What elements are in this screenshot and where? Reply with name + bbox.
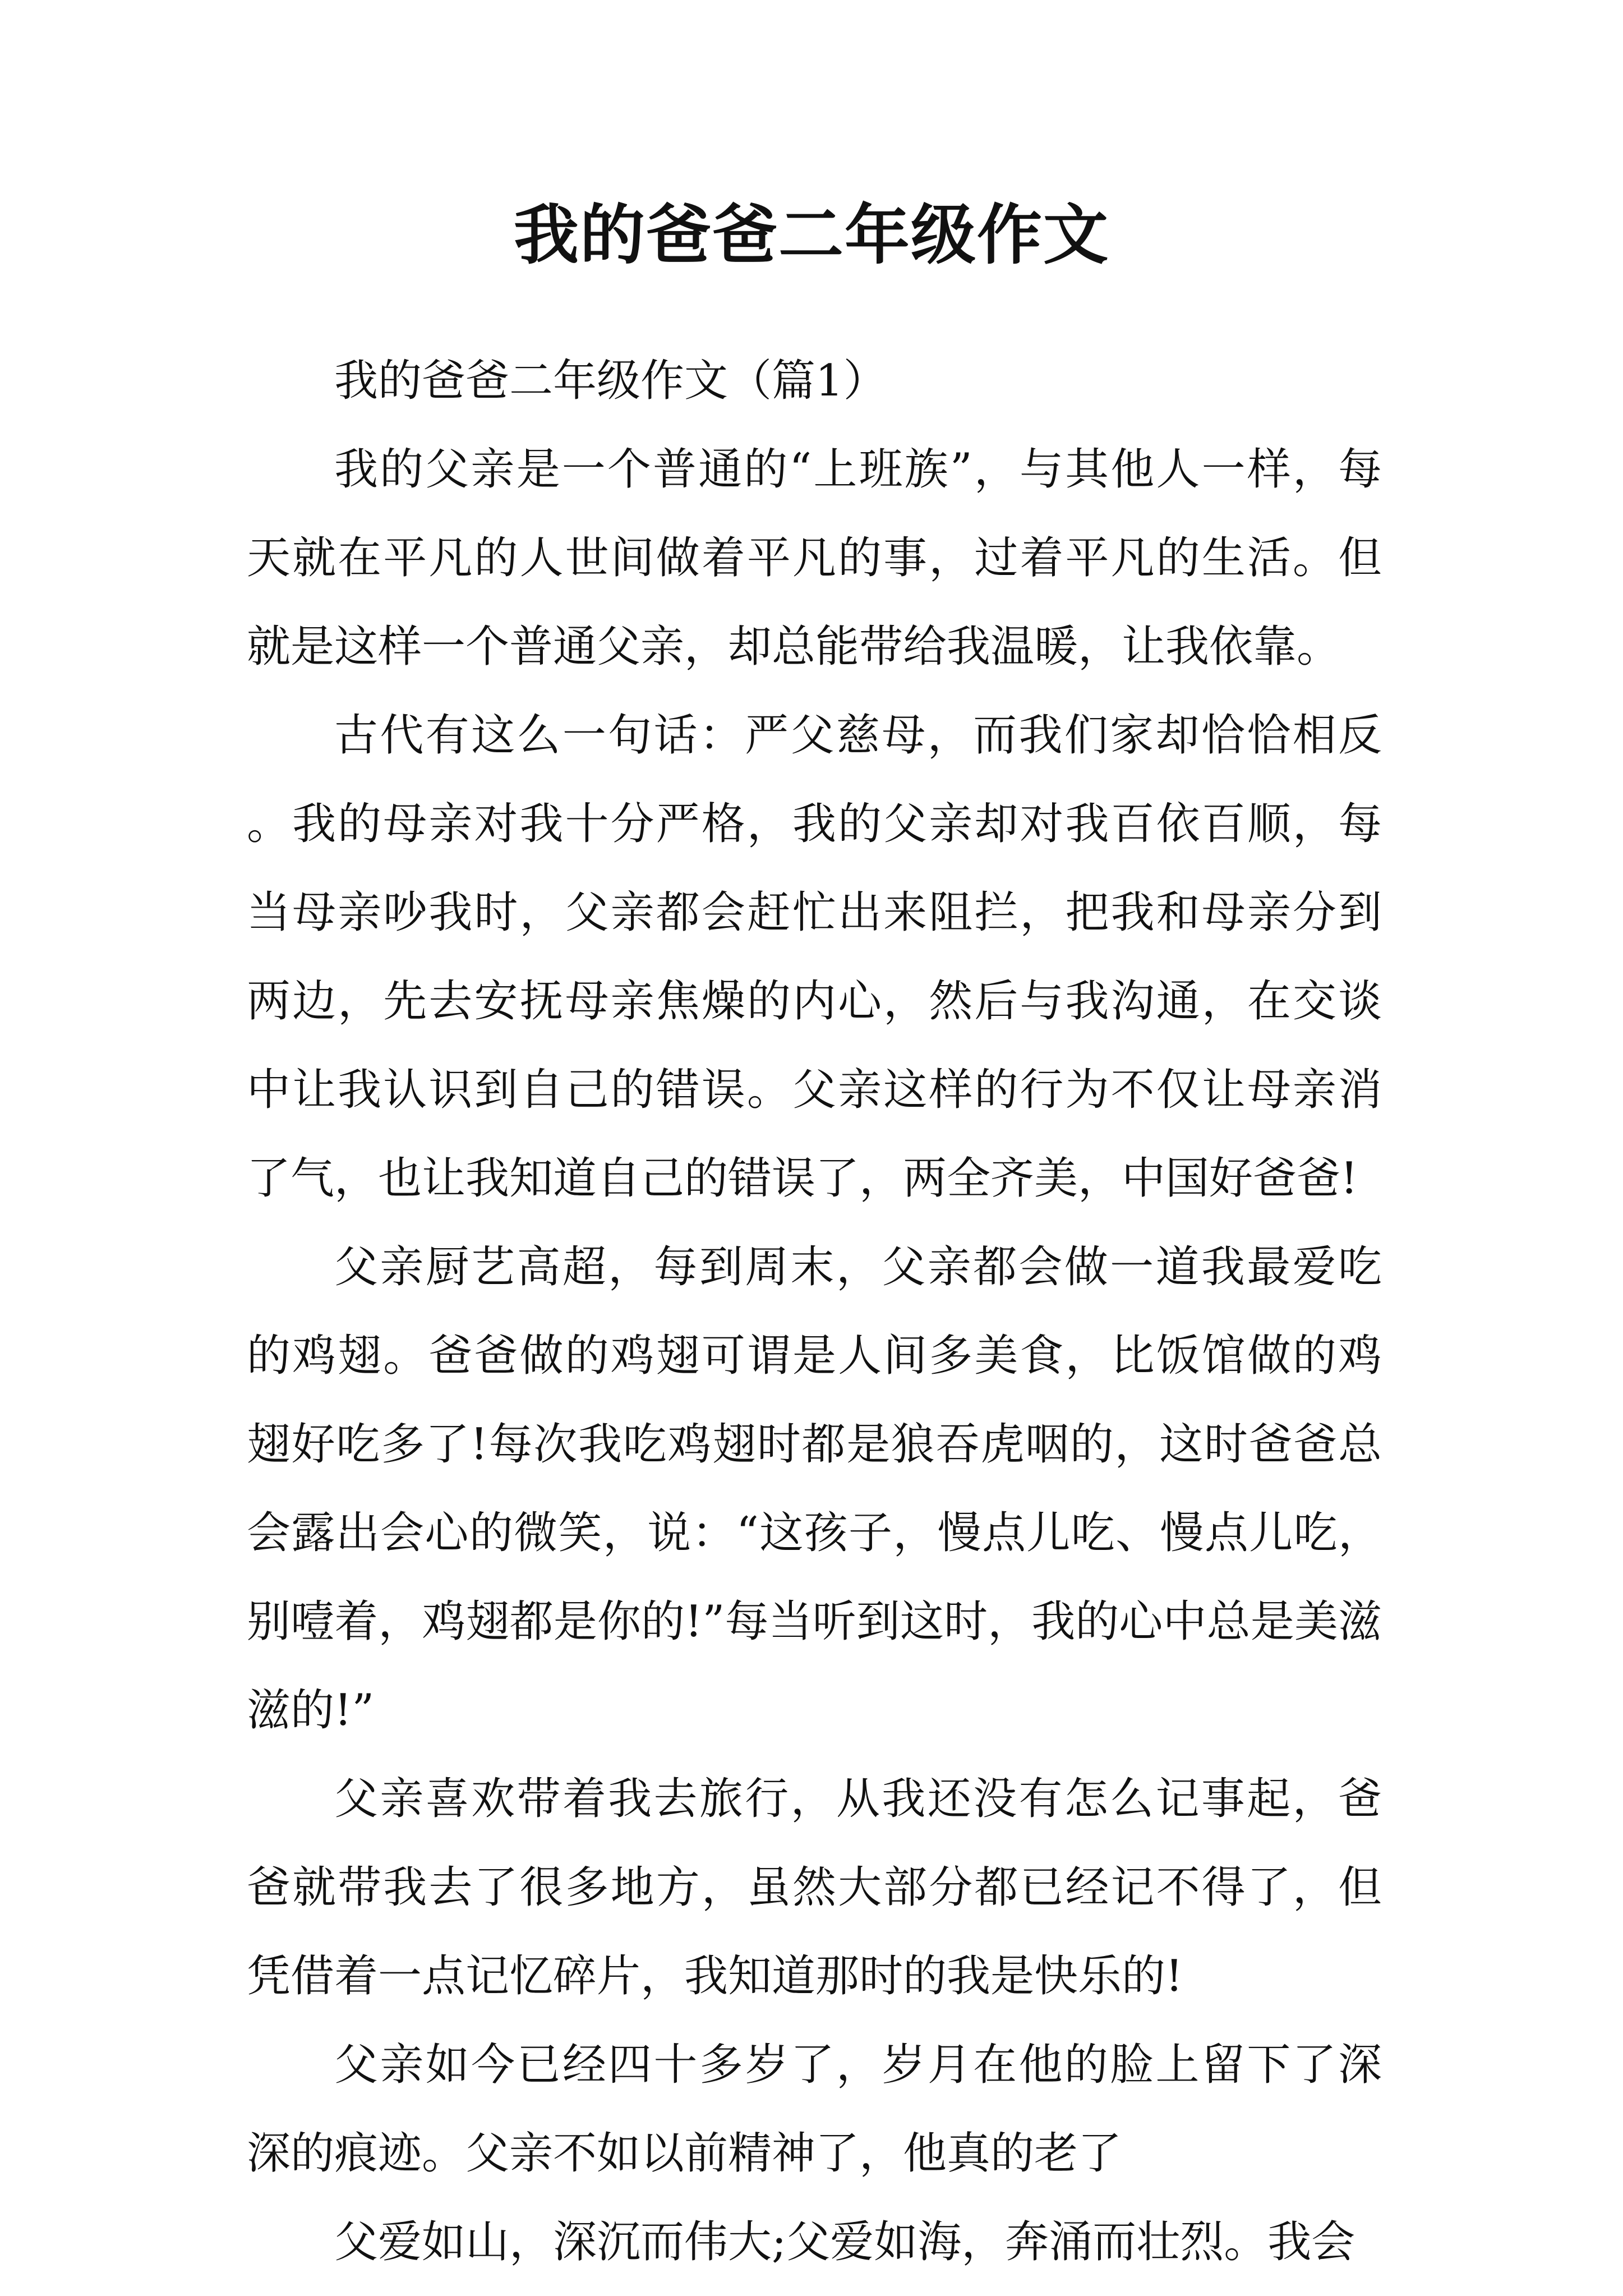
paragraph: 父亲喜欢带着我去旅行，从我还没有怎么记事起，爸爸就带我去了很多地方，虽然大部分都已经记不得了，但凭借着一点记忆碎片，我知道那时的我是快乐的! bbox=[247, 1774, 1382, 2001]
paragraph: 父亲厨艺高超，每到周末，父亲都会做一道我最爱吃的鸡翅。爸爸做的鸡翅可谓是人间多美食，比饭馆做的鸡翅好吃多了!每次我吃鸡翅时都是狼吞虎咽的，这时爸爸总会露出会心的微笑，说：“这孩子，慢点儿吃、慢点儿吃，别噎着，鸡翅都是你的!”每当听到这时，我的心中总是美滋滋的!” bbox=[247, 1242, 1382, 1736]
paragraph: 古代有这么一句话：严父慈母，而我们家却恰恰相反。我的母亲对我十分严格，我的父亲却对我百依百顺，每当母亲吵我时，父亲都会赶忙出来阻拦，把我和母亲分到两边，先去安抚母亲焦燥的内心，然后与我沟通，在交谈中让我认识到自己的错误。父亲这样的行为不仅让母亲消了气，也让我知道自己的错误了，两全齐美，中国好爸爸! bbox=[247, 710, 1382, 1204]
document-title: 我的爸爸二年级作文 bbox=[514, 197, 1109, 273]
paragraph: 父亲如今已经四十多岁了，岁月在他的脸上留下了深深的痕迹。父亲不如以前精神了，他真的老了 bbox=[247, 2040, 1382, 2179]
paragraph: 我的父亲是一个普通的“上班族”，与其他人一样，每天就在平凡的人世间做着平凡的事，过着平凡的生活。但就是这样一个普通父亲，却总能带给我温暖，让我依靠。 bbox=[247, 444, 1382, 672]
document-body bbox=[247, 337, 1382, 2286]
section-heading: 我的爸爸二年级作文（篇1） bbox=[334, 356, 887, 406]
paragraph: 父爱如山，深沉而伟大;父爱如海，奔涌而壮烈。我会 bbox=[334, 2217, 1355, 2267]
